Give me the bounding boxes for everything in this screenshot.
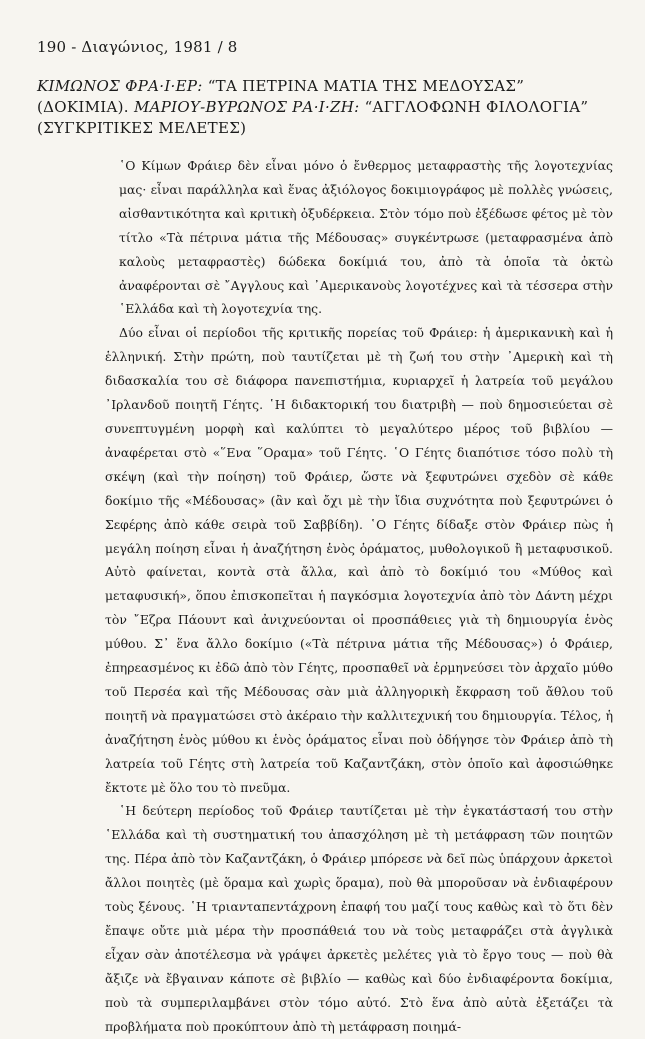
paragraph: ῾Η δεύτερη περίοδος τοῦ Φράιερ ταυτίζεται μὲ τὴν ἐγκατάστασή του στὴν ῾Ελλάδα καὶ τὴ συστηματική του ἀπασχόληση μὲ τὴ μετάφραση τῶν ποιητῶν της. Πέρα ἀπὸ τὸν Καζαντζάκη, ὁ Φράιερ μπόρεσε νὰ δεῖ πὼς ὑπάρχουν ἀρκετοὶ ἄλλοι ποιητὲς (μὲ ὅραμα καὶ χωρὶς ὅραμα), ποὺ θὰ μποροῦσαν νὰ ἐνδιαφέρουν τοὺς ξένους. ῾Η τριανταπεντάχρονη ἐπαφή του μαζί τους καθὼς καὶ τὸ ὅτι δὲν ἔπαψε οὔτε μιὰ μέρα τὴν προσπάθειά του νὰ τοὺς μεταφράζει στὰ ἀγγλικὰ εἶχαν σὰν ἀποτέλεσμα νὰ γράψει ἀρκετὲς μελέτες γιὰ τὸ ἔργο τους — ποὺ θὰ ἄξιζε νὰ ἔβγαιναν κάποτε σὲ βιβλίο — καθὼς καὶ δύο ἐνδιαφέροντα δοκίμια, ποὺ τὰ συμπεριλαμβάνει στὸν τόμο αὐτό. Στὸ ἕνα ἀπὸ αὐτὰ ἐξετάζει τὰ προβλήματα ποὺ προκύπτουν ἀπὸ τὴ μετάφραση ποιημά- [105, 803, 613, 1034]
title-author-2: ΜΑΡΙΟΥ-ΒΥΡΩΝΟΣ ΡΑ·Ι·ΖΗ: [133, 98, 360, 116]
title-work-2: “ΑΓΓΛΟΦΩΝΗ ΦΙΛΟΛΟΓΙΑ” [364, 98, 589, 116]
paragraph: Δύο εἶναι οἱ περίοδοι τῆς κριτικῆς πορείας τοῦ Φράιερ: ἡ ἀμερικανικὴ καὶ ἡ ἑλληνική. Στὴν πρώτη, ποὺ ταυτίζεται μὲ τὴ ζωή του στὴν ᾿Αμερικὴ καὶ τὴ διδασκαλία του σὲ διάφορα πανεπιστήμια, κυριαρχεῖ ἡ λατρεία τοῦ μεγάλου ᾿Ιρλανδοῦ ποιητῆ Γέητς. ῾Η διδακτορική του διατριβὴ — ποὺ δημοσιεύεται σὲ συνεπτυγμένη μορφὴ καὶ καλύπτει τὸ μεγαλύτερο μέρος τοῦ βιβλίου — ἀναφέρεται στὸ «῞Ενα ῞Οραμα» τοῦ Γέητς. ῾Ο Γέητς διαπότισε τόσο πολὺ τὴ σκέψη (καὶ τὴν ποίηση) τοῦ Φράιερ, ὥστε νὰ ξεφυτρώνει σχεδὸν σὲ κάθε δοκίμιο τῆς «Μέδουσας» (ἂν καὶ ὄχι μὲ τὴν ἴδια συχνότητα ποὺ ξεφυτρώνει ὁ Σεφέρης ἀπὸ κάθε σειρὰ τοῦ Σαββίδη). ῾Ο Γέητς δίδαξε στὸν Φράιερ πὼς ἡ μεγάλη ποίηση εἶναι ἡ ἀναζήτηση ἑνὸς ὁράματος, μυθολογικοῦ ἢ μεταφυσικοῦ. Αὐτὸ φαίνεται, κοντὰ στὰ ἄλλα, καὶ ἀπὸ τὸ δοκίμιό του «Μύθος καὶ μεταφυσική», ὅπου ἐπισκοπεῖται ἡ παγκόσμια λογοτεχνία ἀπὸ τὸν Δάντη μέχρι τὸν ῎Εζρα Πάουντ καὶ ἀνιχνεύονται οἱ προσπάθειες γιὰ τὴ δημιουργία ἑνὸς μύθου. Σ᾿ ἕνα ἄλλο δοκίμιο («Τὰ πέτρινα μάτια τῆς Μέδουσας») ὁ Φράιερ, ἐπηρεασμένος κι ἐδῶ ἀπὸ τὸν Γέητς, προσπαθεῖ νὰ ἑρμηνεύσει τὸν ἀρχαῖο μύθο τοῦ Περσέα καὶ τῆς Μέδουσας σὰν μιὰ ἀλληγορικὴ ἔκφραση τοῦ ἄθλου τοῦ ποιητῆ νὰ πραγματώσει στὸ ἀκέραιο τὴν καλλιτεχνική του δημιουργία. Τέλος, ἡ ἀναζήτηση ἑνὸς μύθου κι ἑνὸς ὁράματος εἶναι ποὺ ὁδήγησε τὸν Φράιερ ἀπὸ τὴ λατρεία τοῦ Γέητς στὴ λατρεία τοῦ Καζαντζάκη, στὸν ὁποῖο καὶ ἀφοσιώθηκε ἔκτοτε μὲ ὅλο του τὸ πνεῦμα. [105, 325, 613, 795]
running-head: 190 - Διαγώνιος, 1981 / 8 [37, 38, 238, 56]
paragraph: ῾Ο Κίμων Φράιερ δὲν εἶναι μόνο ὁ ἔνθερμος μεταφραστὴς τῆς λογοτεχνίας μας· εἶναι παράλληλα καὶ ἕνας ἀξιόλογος δοκιμιογράφος μὲ πολλὲς γνώσεις, αἰσθαντικότητα καὶ κριτικὴ ὀξυδέρκεια. Στὸν τόμο ποὺ ἐξέδωσε φέτος μὲ τὸν τίτλο «Τὰ πέτρινα μάτια τῆς Μέδουσας» συγκέντρωσε (μεταφρασμένα ἀπὸ καλοὺς μεταφραστὲς) δώδεκα δοκίμιά του, ἀπὸ τὰ ὁποῖα τὰ ὀκτὼ ἀναφέρονται σὲ ῎Αγγλους καὶ ᾿Αμερικανοὺς λογοτέχνες καὶ τὰ τέσσερα στὴν ῾Ελλάδα καὶ τὴ λογοτεχνία της. [119, 158, 613, 317]
title-author-1: ΚΙΜΩΝΟΣ ΦΡΑ·Ι·ΕΡ: [37, 77, 203, 95]
review-title [37, 76, 612, 139]
title-genre-1: (ΔΟΚΙΜΙΑ). [37, 98, 129, 116]
body-text [105, 154, 613, 1039]
title-work-1: “ΤΑ ΠΕΤΡΙΝΑ ΜΑΤΙΑ ΤΗΣ ΜΕΔΟΥΣΑΣ” [207, 77, 525, 95]
title-genre-2: (ΣΥΓΚΡΙΤΙΚΕΣ ΜΕΛΕΤΕΣ) [37, 119, 247, 137]
